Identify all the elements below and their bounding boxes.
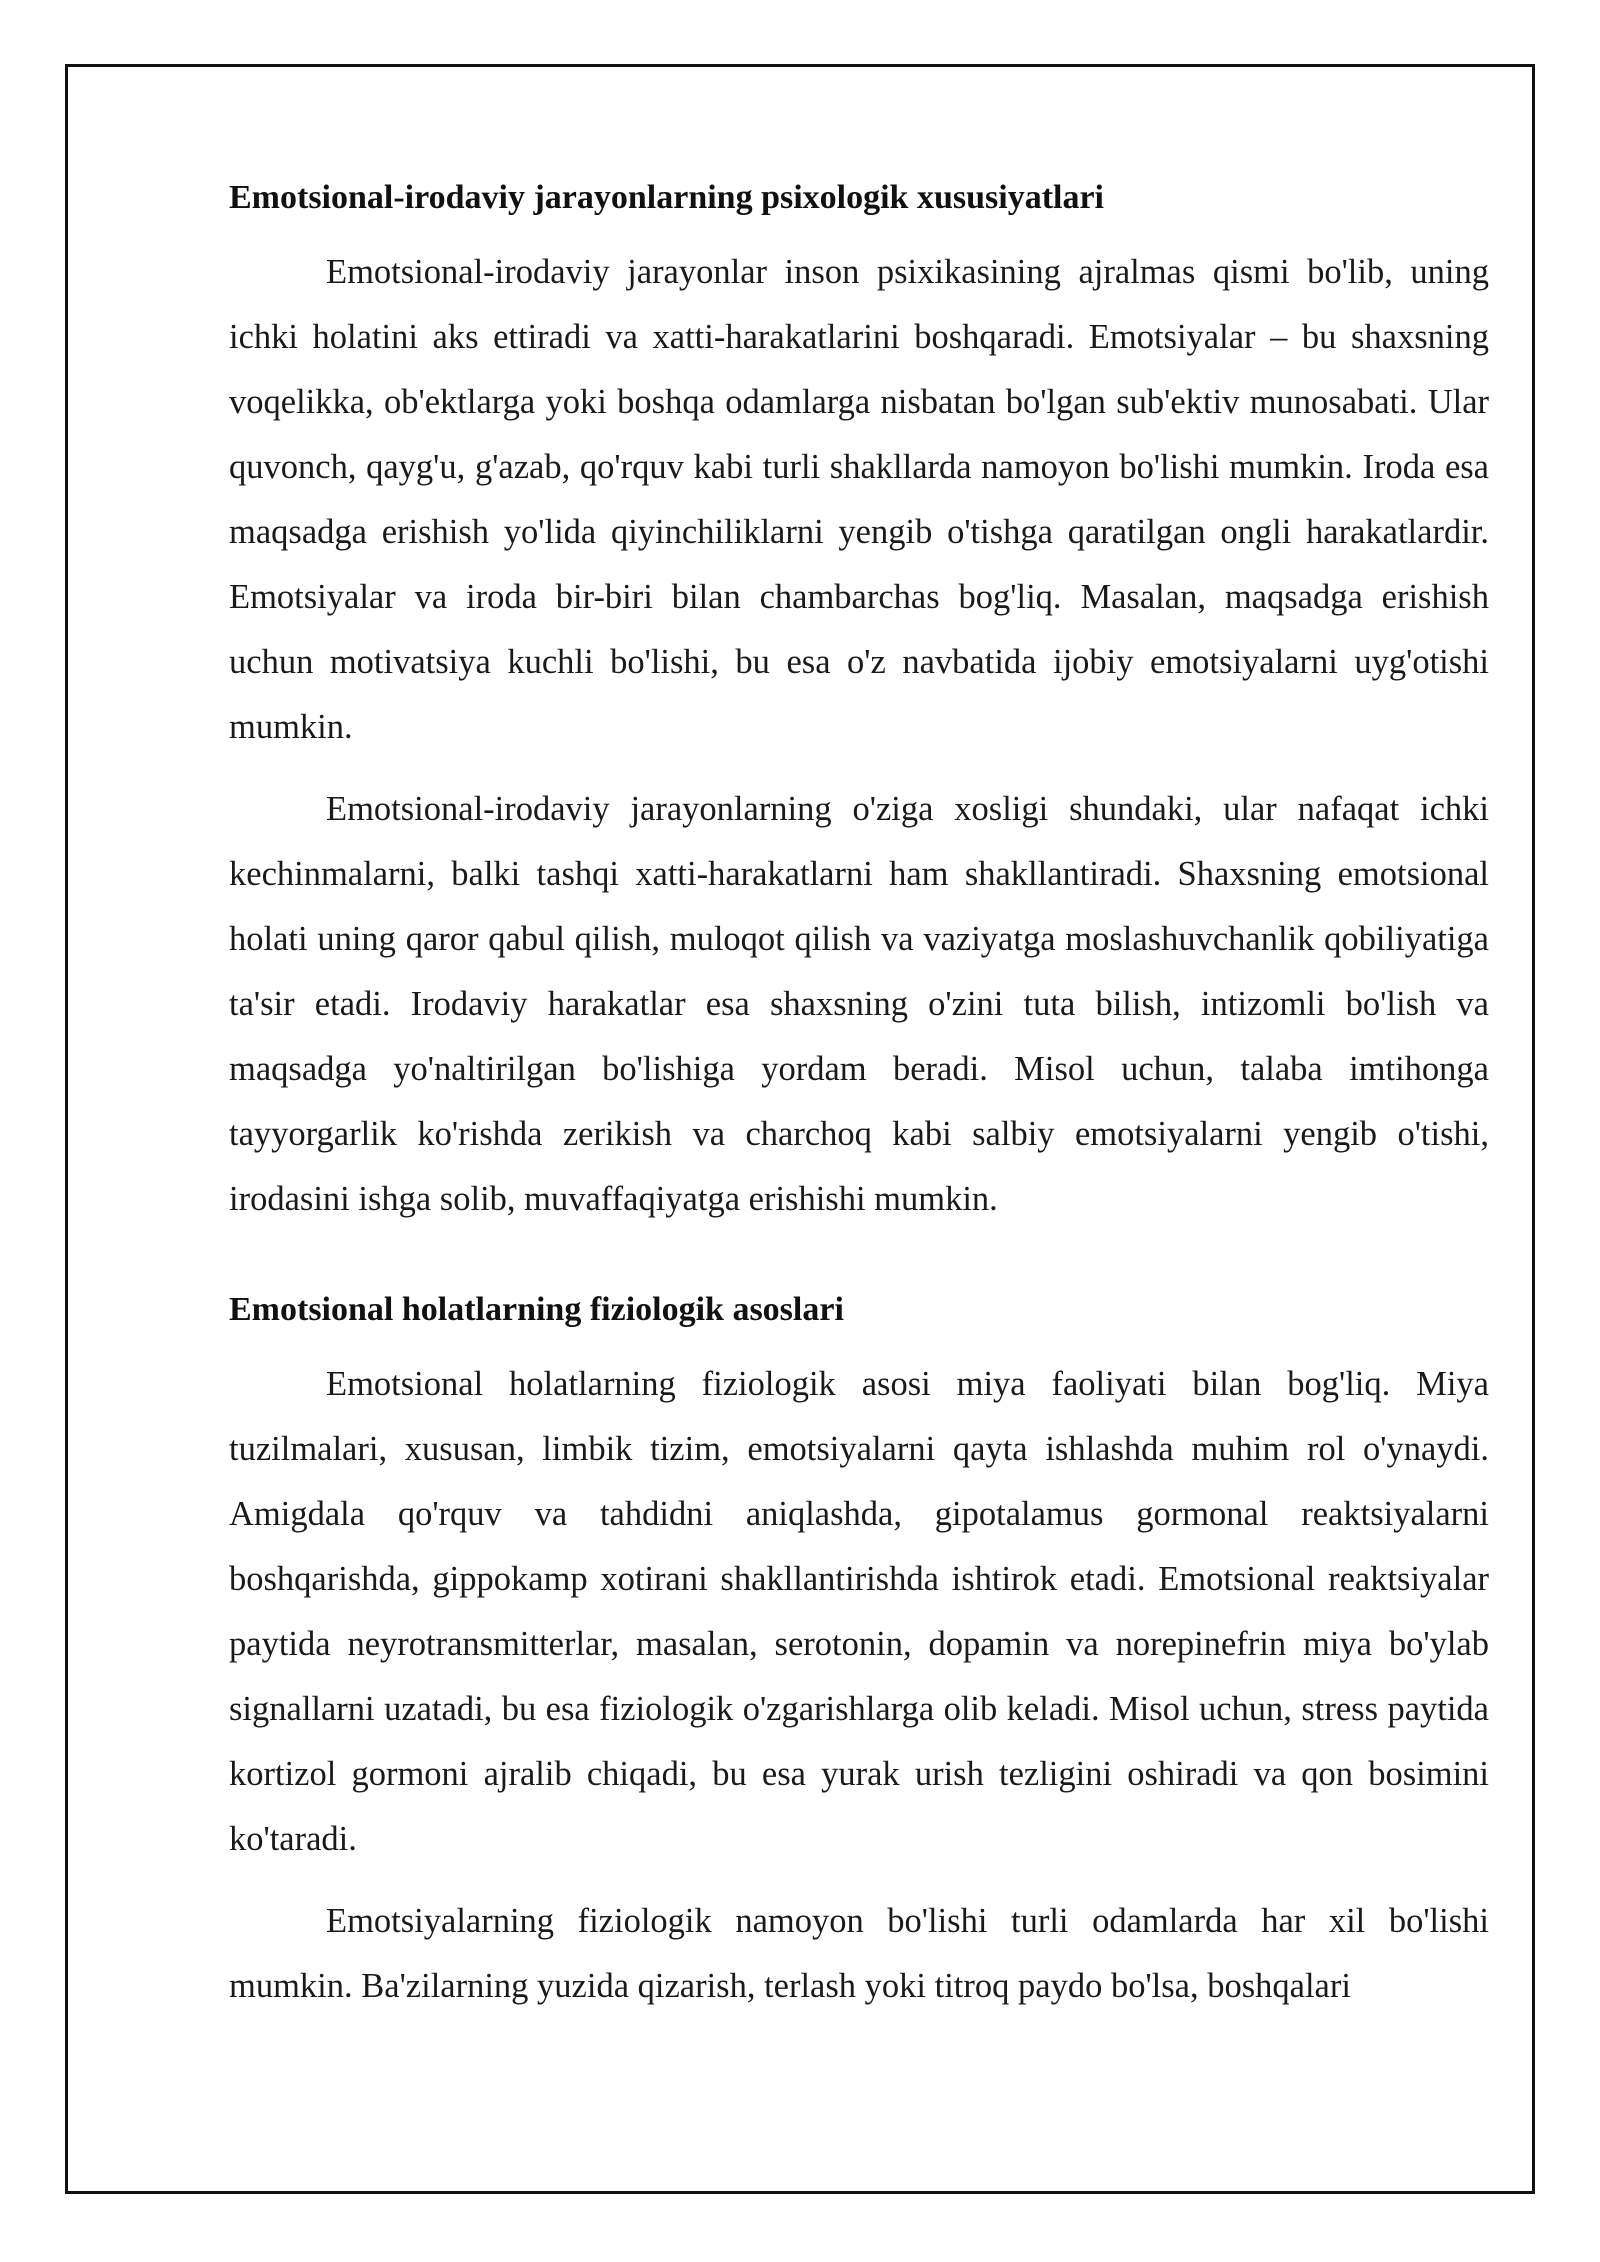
paragraph: Emotsional holatlarning fiziologik asosi miya faoliyati bilan bog'liq. Miya tuzilmalari, xususan, limbik tizim, emotsiyalarni qayta ishlashda muhim rol o'ynaydi. Amigdala qo'rquv va tahdidni aniqlashda, gipotalamus gormonal reaktsiyalarni boshqarishda, gippokamp xotirani shakllantirishda ishtirok etadi. Emotsional reaktsiyalar paytida neyrotransmitterlar, masalan, serotonin, dopamin va norepinefrin miya bo'ylab signallarni uzatadi, bu esa fiziologik o'zgarishlarga olib keladi. Misol uchun, stress paytida kortizol gormoni ajralib chiqadi, bu esa yurak urish tezligini oshiradi va qon bosimini ko'taradi.: [229, 1365, 1489, 1858]
paragraph: Emotsiyalarning fiziologik namoyon bo'lishi turli odamlarda har xil bo'lishi mumkin. Ba'zilarning yuzida qizarish, terlash yoki titroq paydo bo'lsa, boshqalari: [229, 1902, 1489, 2005]
document-body: [229, 170, 1489, 2036]
section-heading-psychological: Emotsional-irodaviy jarayonlarning psixologik xususiyatlari: [229, 179, 1105, 216]
section-heading-physiological: Emotsional holatlarning fiziologik asoslari: [229, 1291, 844, 1328]
paragraph: Emotsional-irodaviy jarayonlarning o'ziga xosligi shundaki, ular nafaqat ichki kechinmalarni, balki tashqi xatti-harakatlarni ham shakllantiradi. Shaxsning emotsional holati uning qaror qabul qilish, muloqot qilish va vaziyatga moslashuvchanlik qobiliyatiga ta'sir etadi. Irodaviy harakatlar esa shaxsning o'zini tuta bilish, intizomli bo'lish va maqsadga yo'naltirilgan bo'lishiga yordam beradi. Misol uchun, talaba imtihonga tayyorgarlik ko'rishda zerikish va charchoq kabi salbiy emotsiyalarni yengib o'tishi, irodasini ishga solib, muvaffaqiyatga erishishi mumkin.: [229, 790, 1489, 1218]
paragraph: Emotsional-irodaviy jarayonlar inson psixikasining ajralmas qismi bo'lib, uning ichki holatini aks ettiradi va xatti-harakatlarini boshqaradi. Emotsiyalar – bu shaxsning voqelikka, ob'ektlarga yoki boshqa odamlarga nisbatan bo'lgan sub'ektiv munosabati. Ular quvonch, qayg'u, g'azab, qo'rquv kabi turli shakllarda namoyon bo'lishi mumkin. Iroda esa maqsadga erishish yo'lida qiyinchiliklarni yengib o'tishga qaratilgan ongli harakatlardir. Emotsiyalar va iroda bir-biri bilan chambarchas bog'liq. Masalan, maqsadga erishish uchun motivatsiya kuchli bo'lishi, bu esa o'z navbatida ijobiy emotsiyalarni uyg'otishi mumkin.: [229, 253, 1489, 746]
